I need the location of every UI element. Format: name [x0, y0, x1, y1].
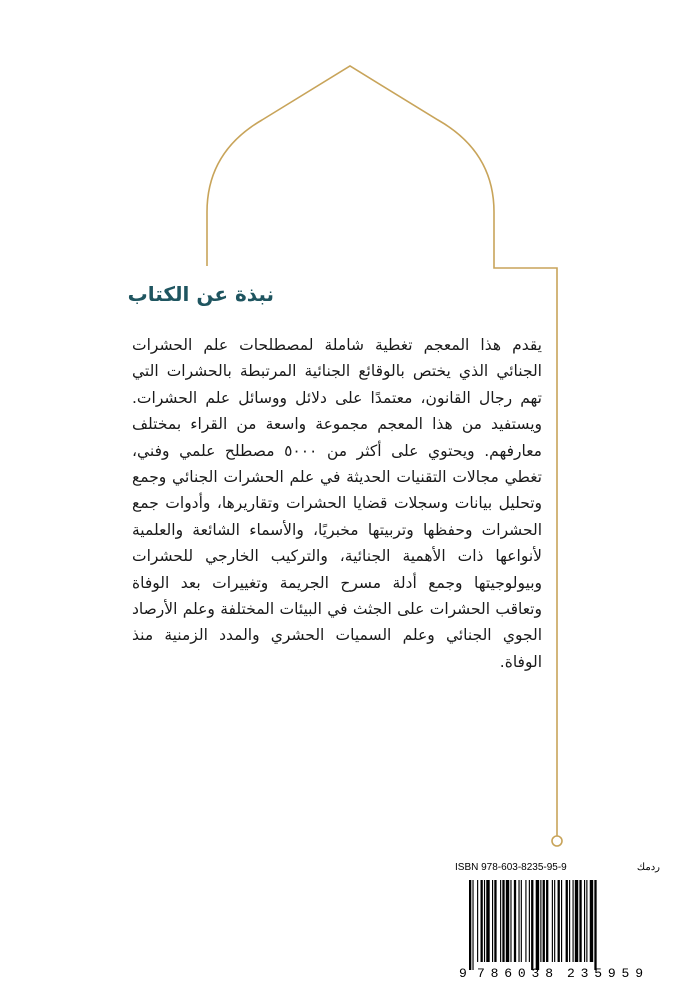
barcode-bar [529, 880, 530, 962]
barcode-bar [514, 880, 516, 962]
section-heading: نبذة عن الكتاب [127, 282, 274, 306]
barcode-digit-first: 9 [459, 966, 467, 980]
barcode-bar [502, 880, 504, 962]
barcode-bar [500, 880, 501, 962]
barcode-digits-right: 235959 [567, 966, 643, 980]
frame-end-dot-icon [552, 836, 562, 846]
barcode-bar [510, 880, 511, 962]
barcode-bar [484, 880, 485, 962]
isbn-label [455, 862, 660, 873]
book-description: يقدم هذا المعجم تغطية شاملة لمصطلحات علم الحشرات الجنائي الذي يختص بالوقائع الجنائية المرتبطة بالحشرات التي تهم رجال القانون، معتمدًا على دلائل ووسائل علم الحشرات. ويستفيد من هذا المعجم مجموعة واسعة من القراء بمختلف معارفهم. ويحتوي على أكثر من ٥٠٠٠ مصطلح علمي وفني، تغطي مجالات التقنيات الحديثة في علم الحشرات الجنائي وجمع وتحليل بيانات وسجلات قضايا الحشرات وتقاريرها، وأدوات جمع الحشرات وحفظها وتربيتها مخبريًا، والأسماء الشائعة والعلمية لأنواعها ذات الأهمية الجنائية، والتركيب الخارجي للحشرات وبيولوجيتها وجمع أدلة مسرح الجريمة وتغييرات بعد الوفاة وتعاقب الحشرات على الجثث في البيئات المختلفة وعلم الأرصاد الجوي الجنائي وعلم السميات الحشري والمدد الزمنية منذ الوفاة. [132, 336, 542, 671]
barcode-bar [531, 880, 533, 970]
barcode-bar [558, 880, 560, 962]
barcode-bar [521, 880, 522, 962]
isbn-arabic-label: ردمك [636, 862, 660, 873]
barcode-bar [561, 880, 562, 962]
barcode-bar [543, 880, 545, 962]
barcode-bar [573, 880, 574, 962]
barcode-bar [477, 880, 478, 962]
barcode-bar [554, 880, 555, 962]
barcode-digits-left: 786038 [477, 966, 553, 980]
barcode-bar [540, 880, 541, 962]
barcode-bar [552, 880, 553, 962]
isbn-block [455, 862, 660, 980]
barcode-bar [518, 880, 519, 962]
barcode-bar [486, 880, 489, 962]
barcode-bar [536, 880, 539, 970]
barcode-bar [492, 880, 493, 962]
barcode-bar [590, 880, 593, 962]
barcode-bar [472, 880, 473, 970]
barcode-bar [579, 880, 581, 962]
barcode-bar [594, 880, 596, 970]
barcode-bar [575, 880, 578, 962]
barcode-bar [584, 880, 585, 962]
barcode-bar [546, 880, 548, 962]
barcode-bar [569, 880, 570, 962]
barcode-bar [566, 880, 568, 962]
barcode-bar [494, 880, 496, 962]
barcode-bar [481, 880, 483, 962]
barcode-bar [506, 880, 509, 962]
barcode-bar [586, 880, 587, 962]
barcode-bar [469, 880, 471, 970]
barcode-bar [525, 880, 526, 962]
barcode [455, 878, 660, 980]
isbn-number: ISBN 978-603-8235-95-9 [455, 862, 567, 873]
